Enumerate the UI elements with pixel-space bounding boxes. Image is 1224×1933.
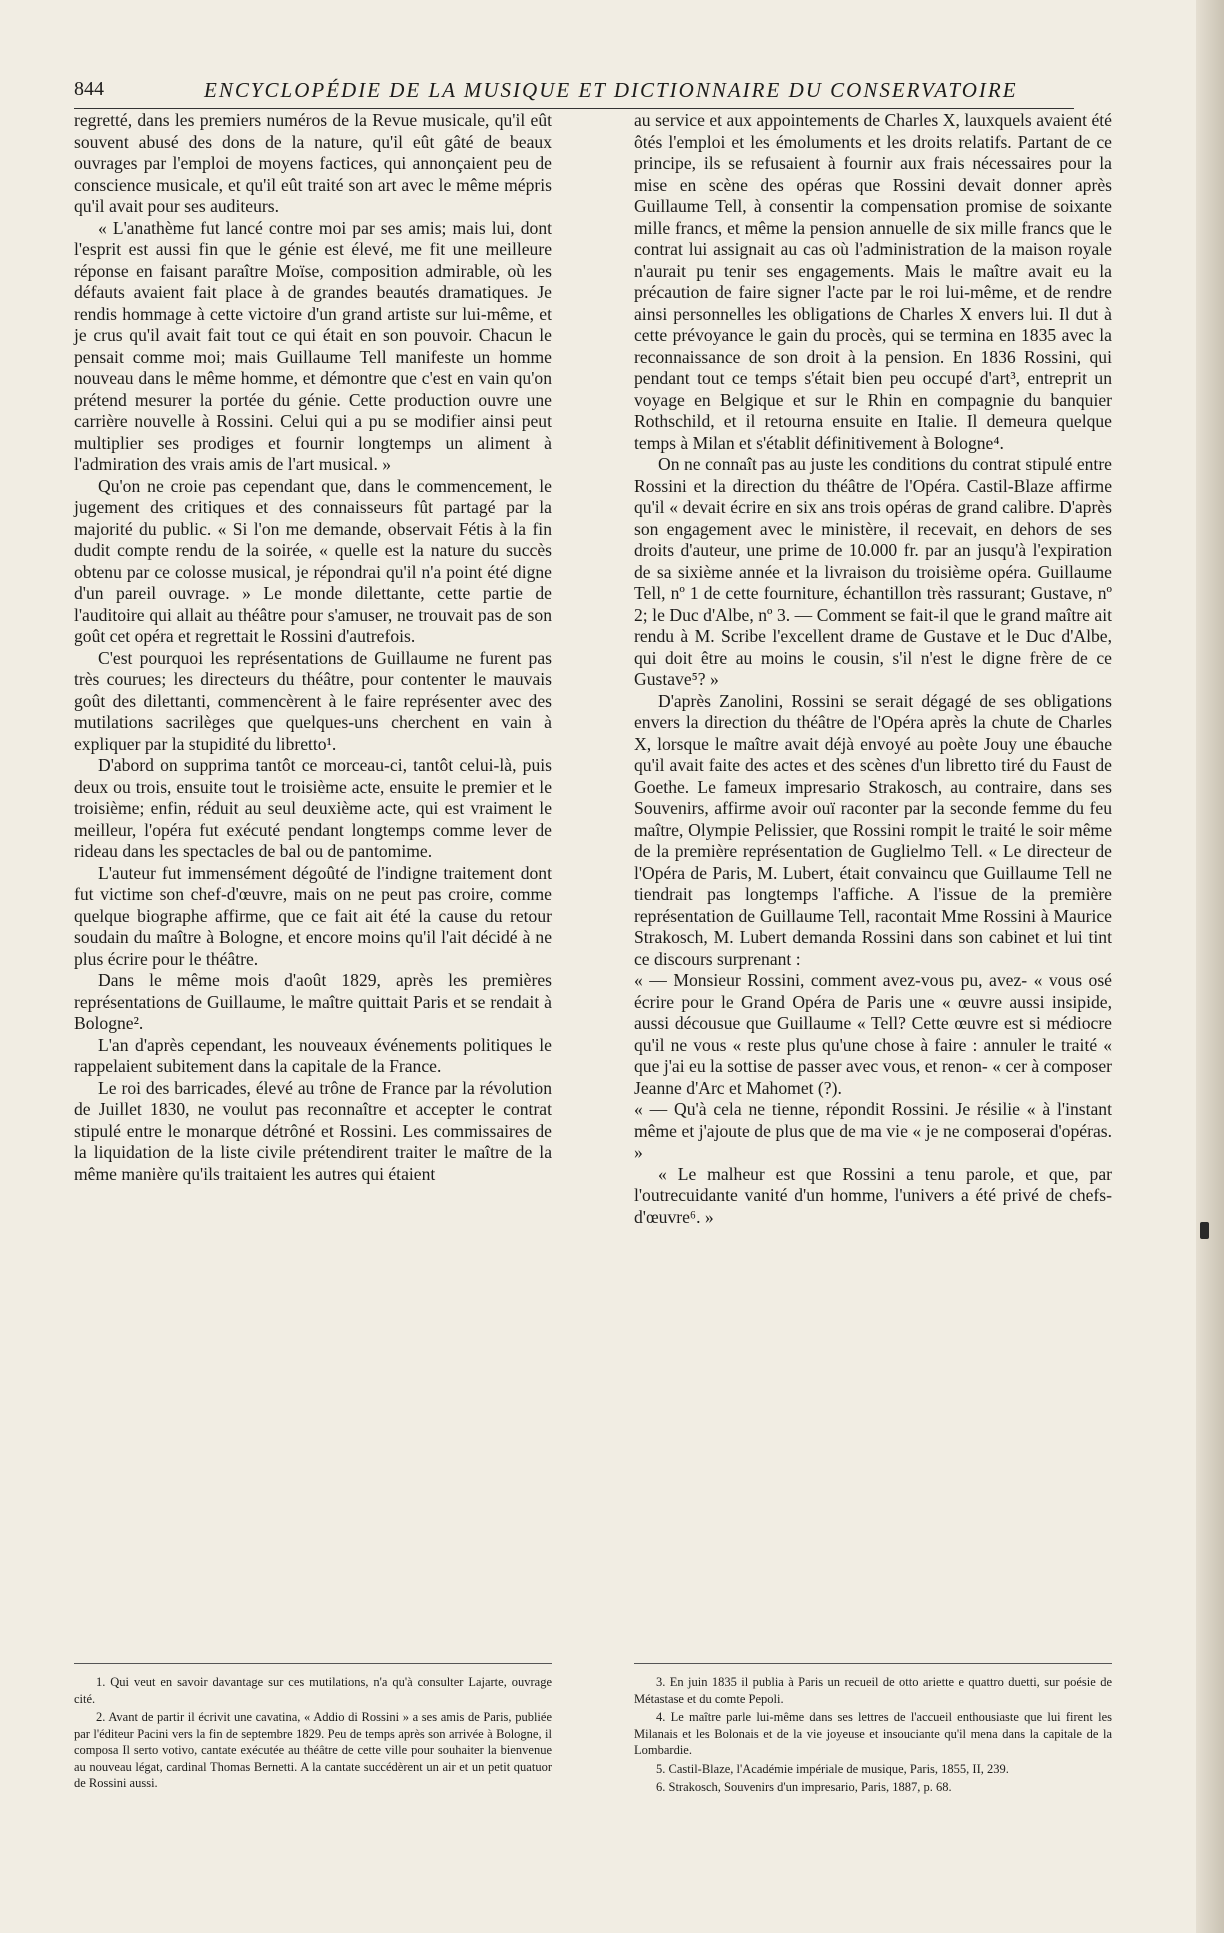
paragraph: Le roi des barricades, élevé au trône de France par la révolution de Juillet 1830, ne voulut pas reconnaître et accepter le contrat stipulé entre le monarque détrôné et Rossini. Les commissaires de la liquidation de la liste civile prétendirent traiter le maître de la même manière qu'ils traitaient les autres qui étaient [74,1077,552,1184]
page-header [74,72,1074,109]
right-column [634,110,1112,1228]
quoted-dialogue: « — Qu'à cela ne tienne, répondit Rossini. Je résilie « à l'instant même et j'ajoute de plus que de ma vie « je ne composerai d'opéras. » [634,1099,1112,1162]
footnote: 3. En juin 1835 il publia à Paris un recueil de otto ariette e quattro duetti, sur poésie de Métastase et du comte Pepoli. [634,1675,1112,1706]
paragraph: C'est pourquoi les représentations de Guillaume ne furent pas très courues; les directeurs du théâtre, pour contenter le mauvais goût des dilettanti, commencèrent à le faire représenter avec des mutilations sacrilèges que quelques-uns cherchent en vain à expliquer par la stupidité du libretto¹. [74,647,552,754]
paragraph: « L'anathème fut lancé contre moi par ses amis; mais lui, dont l'esprit est aussi fin que le génie est élevé, me fit une meilleure réponse en faisant paraître Moïse, composition admirable, où les défauts avaient fait place à de grandes beautés dramatiques. Je rendis hommage à cette victoire d'un grand artiste sur lui-même, et je crus qu'il avait fait tout ce qui était en son pouvoir. Chacun le pensait comme moi; mais Guillaume Tell manifeste un homme nouveau dans le même homme, et démontre que c'est en vain qu'on prétend mesurer la portée du génie. Cette production ouvre une carrière nouvelle à Rossini. Celui qui a pu se modifier ainsi peut multiplier ses prodiges et fournir longtemps un aliment à l'admiration des vrais amis de l'art musical. » [74,217,552,474]
footnote: 6. Strakosch, Souvenirs d'un impresario, Paris, 1887, p. 68. [656,1780,952,1794]
left-column [74,110,552,1185]
quoted-dialogue: « — Monsieur Rossini, comment avez-vous pu, avez- « vous osé écrire pour le Grand Opéra de Paris une « œuvre aussi insipide, aussi décousue que Guillaume « Tell? Cette œuvre est si médiocre qu'il ne vous « reste plus qu'une chose à faire : annuler le traité « que j'ai eu la sottise de passer avec vous, et renon- « cer à composer Jeanne d'Arc et Mahomet (?). [634,970,1112,1098]
footnote: 4. Le maître parle lui-même dans ses lettres de l'accueil enthousiaste que lui firent les Milanais et les Bolonais et de la vie joyeuse et insouciante qu'il mena dans la capitale de la Lombardie. [634,1710,1112,1757]
paragraph: Qu'on ne croie pas cependant que, dans le commencement, le jugement des critiques et des connaisseurs fût partagé par la majorité du public. « Si l'on me demande, observait Fétis à la fin dudit compte rendu de la soirée, « quelle est la nature du succès obtenu par ce colosse musical, je répondrai qu'il n'a point été digne d'un pareil ouvrage. » Le monde dilettante, cette partie de l'auditoire qui allait au théâtre pour s'amuser, ne trouvait pas de son goût cet opéra et regrettait le Rossini d'autrefois. [74,475,552,646]
paragraph: L'an d'après cependant, les nouveaux événements politiques le rappelaient subitement dans la capitale de la France. [74,1034,552,1076]
paragraph: On ne connaît pas au juste les conditions du contrat stipulé entre Rossini et la direction du théâtre de l'Opéra. Castil-Blaze affirme qu'il « devait écrire en six ans trois opéras de grand calibre. D'après son engagement avec le ministère, il recevait, en dehors de ses droits d'auteur, une prime de 10.000 fr. par an jusqu'à l'expiration de sa sixième année et la livraison du troisième opéra. Guillaume Tell, nº 1 de cette fourniture, échantillon très rassurant; Gustave, nº 2; le Duc d'Albe, nº 3. — Comment se fait-il que le grand maître ait rendu à M. Scribe l'excellent drame de Gustave et le Duc d'Albe, qui doit être au moins le cousin, s'il n'est le digne frère de ce Gustave⁵? » [634,454,1112,689]
paragraph: regretté, dans les premiers numéros de la Revue musicale, qu'il eût souvent abusé des dons de la nature, qu'il eût gâté de beaux ouvrages par l'emploi de moyens factices, qui annonçaient peu de conscience musicale, et qu'il eût traité son art avec le même mépris qu'il avait pour ses auditeurs. [74,110,552,216]
paragraph: D'après Zanolini, Rossini se serait dégagé de ses obligations envers la direction du théâtre de l'Opéra après la chute de Charles X, lorsque le maître avait déjà envoyé au poète Jouy une ébauche qu'il avait faite des actes et des scènes d'un libretto tiré du Faust de Goethe. Le fameux impresario Strakosch, au contraire, dans ses Souvenirs, affirme avoir ouï raconter par la seconde femme du feu maître, Olympie Pelissier, que Rossini rompit le traité le soir même de la première représentation de Guglielmo Tell. « Le directeur de l'Opéra de Paris, M. Lubert, était convaincu que Guillaume Tell ne tiendrait pas longtemps l'affiche. A l'issue de la première représentation de Guillaume Tell, racontait Mme Rossini à Maurice Strakosch, M. Lubert demanda Rossini dans son cabinet et lui tint ce discours surprenant : [634,690,1112,969]
binding-gutter [1196,0,1224,1933]
footnote: 5. Castil-Blaze, l'Académie impériale de musique, Paris, 1855, II, 239. [656,1761,1009,1776]
gutter-mark [1200,1222,1209,1239]
page-number: 844 [74,78,104,100]
footnotes-right [634,1663,1112,1798]
paragraph: L'auteur fut immensément dégoûté de l'indigne traitement dont fut victime son chef-d'œuvre, mais on ne peut pas croire, comme quelque biographe affirme, que ce fait ait été la cause du retour soudain du maître à Bologne, et encore moins qu'il l'ait décidé à ne plus écrire pour le théâtre. [74,862,552,969]
running-head: ENCYCLOPÉDIE DE LA MUSIQUE ET DICTIONNAIRE DU CONSERVATOIRE [204,78,1018,102]
paragraph: Dans le même mois d'août 1829, après les premières représentations de Guillaume, le maître quittait Paris et se rendait à Bologne². [74,970,552,1033]
footnote: 2. Avant de partir il écrivit une cavatina, « Addio di Rossini » a ses amis de Paris, publiée par l'éditeur Pacini vers la fin de septembre 1829. Peu de temps après son arrivée à Bologne, il composa Il serto votivo, cantate exécutée au théâtre de cette ville pour souhaiter la bienvenue au nouveau légat, cardinal Thomas Bernetti. A la cantate succédèrent un air et un petit quatuor de Rossini aussi. [74,1710,552,1790]
paragraph: au service et aux appointements de Charles X, lauxquels avaient été ôtés l'emploi et les émoluments et les droits relatifs. Partant de ce principe, ils se refusaient à fournir aux frais nécessaires pour la mise en scène des opéras que Rossini devait donner après Guillaume Tell, à consentir la compensation promise de soixante mille francs, et même la pension annuelle de six mille francs que le contrat lui assignait au cas où l'administration de la maison royale n'aurait pu tenir ses engagements. Mais le maître avait eu la précaution de faire signer l'acte par le roi lui-même, et de rendre ainsi personnelles les obligations de Charles X envers lui. Il dut à cette prévoyance le gain du procès, qui se termina en 1835 avec la reconnaissance de son droit à la pension. En 1836 Rossini, qui pendant tout ce temps s'était bien peu occupé d'art³, entreprit un voyage en Belgique et sur le Rhin en compagnie du banquier Rothschild, et il retourna ensuite en Italie. Il demeura quelque temps à Milan et s'établit définitivement à Bologne⁴. [634,110,1112,453]
paragraph: « Le malheur est que Rossini a tenu parole, et que, par l'outrecuidante vanité d'un homme, l'univers a été privé de chefs-d'œuvre⁶. » [634,1163,1112,1227]
paragraph: D'abord on supprima tantôt ce morceau-ci, tantôt celui-là, puis deux ou trois, ensuite tout le troisième acte, ensuite le premier et le troisième; enfin, réduit au seul deuxième acte, qui est vraiment le meilleur, l'opéra fut exécuté pendant longtemps comme lever de rideau dans les spectacles de bal ou de pantomime. [74,755,552,861]
footnote: 1. Qui veut en savoir davantage sur ces mutilations, n'a qu'à consulter Lajarte, ouvrage cité. [74,1675,552,1706]
footnotes-left [74,1663,552,1794]
